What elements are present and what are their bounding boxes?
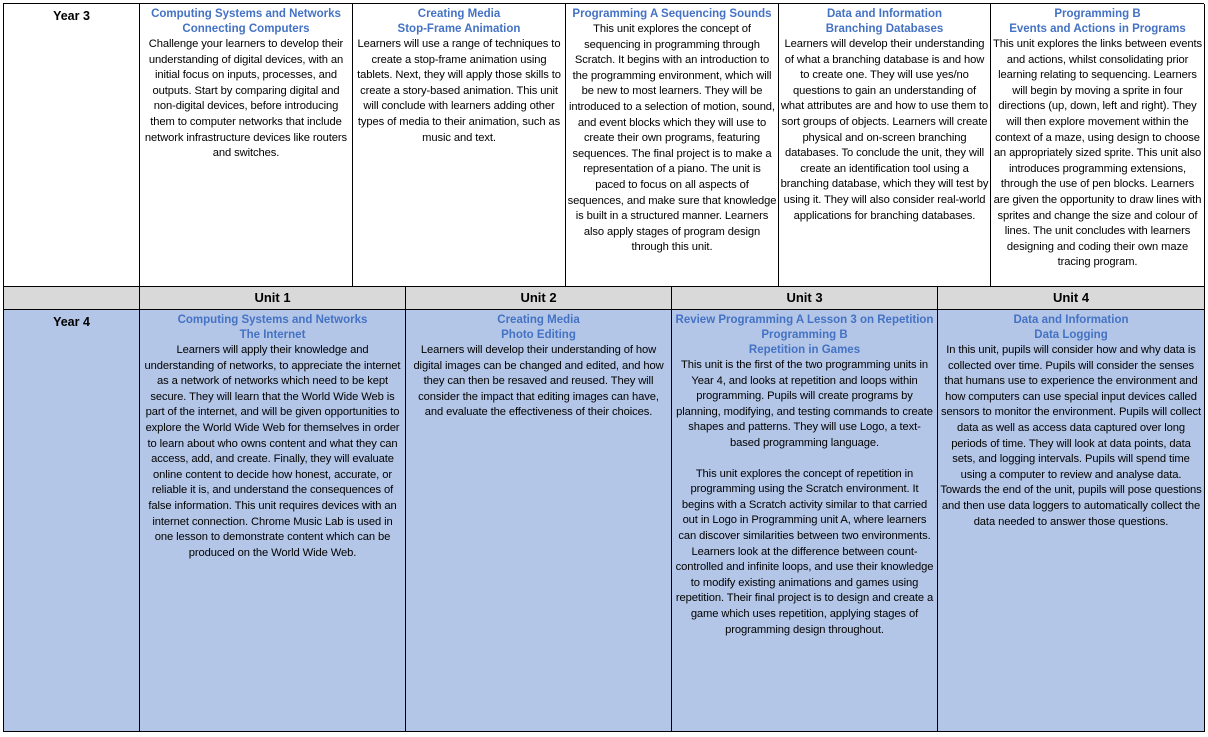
unit-description: Learners will develop their understanding of how digital images can be changed and edited, and how they can then be resaved and reused. They will consider the impact that editing images can have, and evaluate the effectiveness of their choices. <box>413 344 664 419</box>
unit-description: Learners will develop their understanding of what a branching database is and how to create one. They will use yes/no questions to gain an understanding of what attributes are and how to use them to sort groups of objects. Learners will create physical and on-screen branching databases. To conclude the unit, they will create an identification tool using a branching database, which they will test by using it. They will also consider real-world applications for branching databases. <box>780 38 989 222</box>
unit-title: Computing Systems and Networks <box>177 314 368 326</box>
year4-unit1-cell <box>140 310 406 732</box>
header-blank-cell <box>4 287 140 310</box>
unit-subtitle: Events and Actions in Programs <box>1009 23 1186 35</box>
unit-title: Data and Information <box>826 8 942 20</box>
year3-unit1-cell <box>140 4 353 287</box>
unit3-header: Unit 3 <box>672 287 938 310</box>
unit-title: Programming A Sequencing Sounds <box>572 8 772 20</box>
unit-subtitle: Repetition in Games <box>748 344 861 356</box>
year3-label: Year 3 <box>4 4 140 287</box>
unit-title: Computing Systems and Networks <box>151 8 341 20</box>
year3-unit2-cell <box>353 4 566 287</box>
unit-subtitle: Stop-Frame Animation <box>397 23 521 35</box>
unit-description: This unit explores the concept of sequencing in programming through Scratch. It begins with an introduction to the programming environment, which will be new to most learners. They will be introduced to a selection of motion, sound, and event blocks which they will use to create their own programs, featuring sequences. The final project is to make a representation of a piano. The unit is paced to focus on all aspects of sequences, and make sure that knowledge is built in a structured manner. Learners also apply stages of program design through this unit. <box>567 23 777 254</box>
unit-subtitle: Photo Editing <box>501 329 576 341</box>
unit-subtitle: The Internet <box>239 329 306 341</box>
unit-subtitle: Programming B <box>761 329 848 341</box>
year3-unit3-cell <box>566 4 779 287</box>
unit-description: This unit is the first of the two programming units in Year 4, and looks at repetition and loops within programming. Pupils will create programs by planning, modifying, and testing commands to create shapes and patterns. They will use Logo, a text-based programming language. <box>676 359 933 449</box>
year4-unit3-cell <box>672 310 938 732</box>
curriculum-table <box>3 3 1204 732</box>
unit-subtitle: Connecting Computers <box>182 23 310 35</box>
unit-header-row <box>3 287 1204 310</box>
unit-title: Programming B <box>1054 8 1141 20</box>
year3-unit4-cell <box>779 4 991 287</box>
unit-description: Learners will apply their knowledge and understanding of networks, to appreciate the internet as a network of networks which need to be kept secure. They will learn that the World Wide Web is part of the internet, and will be given opportunities to explore the World Wide Web for themselves in order to learn about who owns content and what they can access, add, and create. Finally, they will evaluate online content to decide how honest, accurate, or reliable it is, and understand the consequences of false information. This unit requires devices with an internet connection. Chrome Music Lab is used in one lesson to demonstrate content which can be produced on the World Wide Web. <box>144 344 401 559</box>
unit-title: Data and Information <box>1013 314 1129 326</box>
unit-description: This unit explores the links between events and actions, whilst consolidating prior learning relating to sequencing. Learners will begin by moving a sprite in four directions (up, down, left and right). They will then explore movement within the context of a maze, using design to choose an appropriately sized sprite. This unit also introduces programming extensions, through the use of pen blocks. Learners are given the opportunity to draw lines with sprites and change the size and colour of lines. The unit concludes with learners designing and coding their own maze tracing program. <box>992 38 1202 269</box>
unit1-header: Unit 1 <box>140 287 406 310</box>
unit-subtitle: Branching Databases <box>825 23 944 35</box>
unit-title: Creating Media <box>417 8 501 20</box>
year4-row <box>3 310 1204 732</box>
year4-label: Year 4 <box>4 310 140 732</box>
unit2-header: Unit 2 <box>406 287 672 310</box>
unit-description: In this unit, pupils will consider how and why data is collected over time. Pupils will consider the senses that humans use to experience the environment and how computers can use special input devices called sensors to monitor the environment. Pupils will collect data as well as access data captured over long periods of time. They will look at data points, data sets, and logging intervals. Pupils will spend time using a computer to review and analyse data. Towards the end of the unit, pupils will pose questions and then use data loggers to automatically collect the data needed to answer those questions. <box>940 344 1202 528</box>
paragraph-gap <box>672 452 937 467</box>
unit-description-2: This unit explores the concept of repetition in programming using the Scratch environment. It begins with a Scratch activity similar to that carried out in Logo in Programming unit A, where learners can discover similarities between two environments. Learners look at the difference between count-controlled and infinite loops, and use their knowledge to modify existing animations and games using repetition. Their final project is to design and create a game which uses repetition, applying stages of programming design throughout. <box>675 467 934 636</box>
unit4-header: Unit 4 <box>938 287 1205 310</box>
year3-row <box>3 3 1204 287</box>
unit-subtitle: Data Logging <box>1034 329 1108 341</box>
year4-unit2-cell <box>406 310 672 732</box>
year3-unit5-cell <box>991 4 1205 287</box>
unit-description: Learners will use a range of techniques to create a stop-frame animation using tablets. Next, they will apply those skills to create a story-based animation. This unit will conclude with learners adding other types of media to their animation, such as music and text. <box>357 38 561 144</box>
unit-title: Review Programming A Lesson 3 on Repetition <box>675 314 934 326</box>
year4-unit4-cell <box>938 310 1205 732</box>
unit-description: Challenge your learners to develop their understanding of digital devices, with an initial focus on inputs, processes, and outputs. Start by comparing digital and non-digital devices, before introducing them to computer networks that include network infrastructure devices like routers and switches. <box>144 38 348 160</box>
unit-title: Creating Media <box>497 314 580 326</box>
